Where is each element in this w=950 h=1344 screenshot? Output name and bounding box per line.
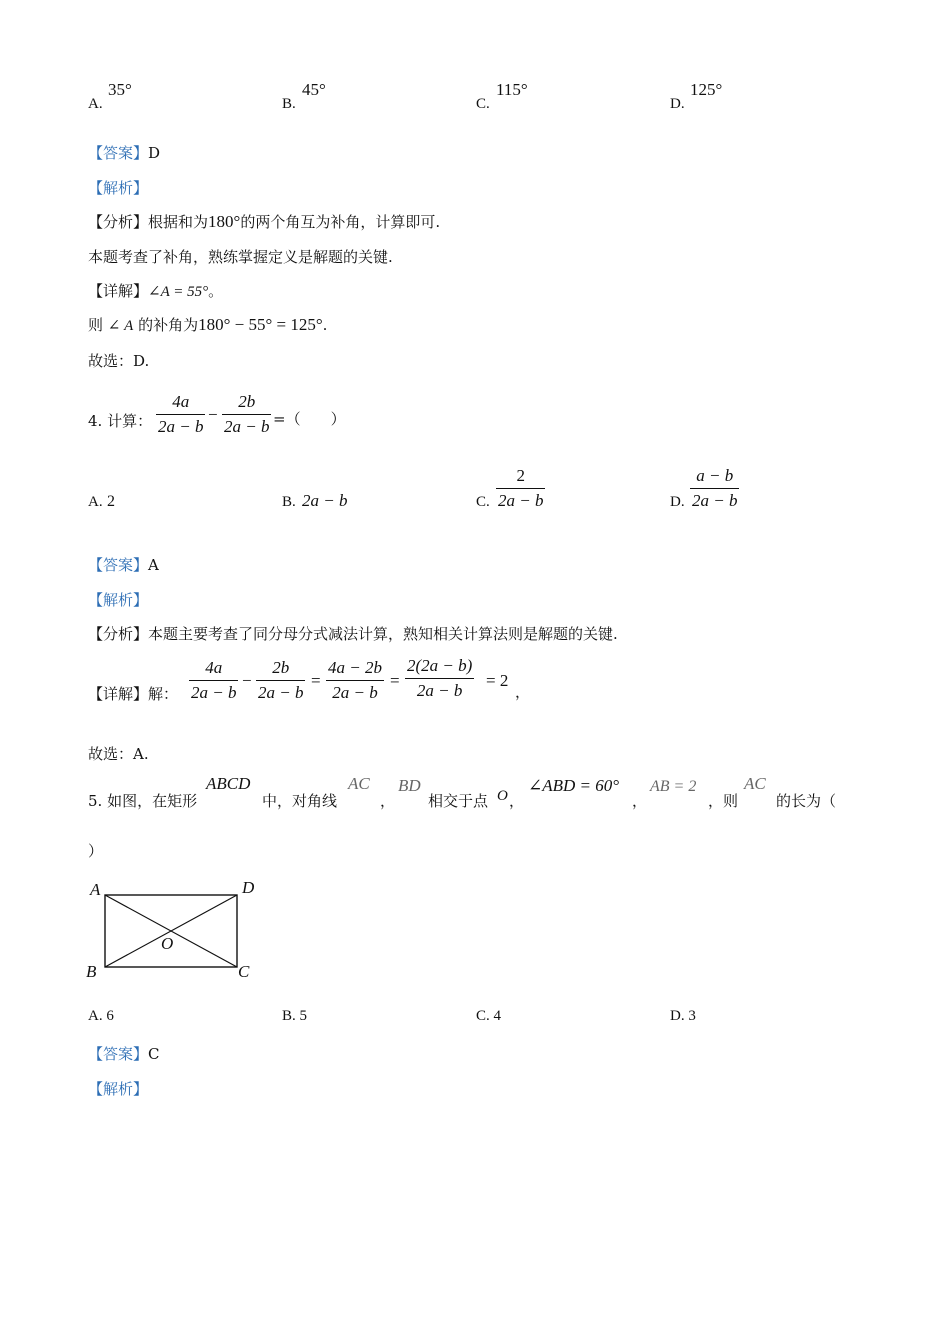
q5-sep-1: ， xyxy=(380,792,396,810)
q3-opt-c-value: 115° xyxy=(496,80,528,99)
detail-equals-3: = 2 xyxy=(486,671,509,690)
detail-fraction-3 xyxy=(326,658,384,703)
q4-fenxi xyxy=(88,623,618,644)
q4-opt-b-letter: B. xyxy=(282,494,296,510)
option-letter: C. xyxy=(476,1008,490,1024)
answer-value: D xyxy=(148,144,161,162)
q5-answer xyxy=(88,1043,160,1064)
denominator: 2a − b xyxy=(498,491,544,510)
option-value: 3 xyxy=(688,1008,696,1024)
q5-diag-bd: BD xyxy=(398,776,421,795)
fenxi-tag: 【分析】 xyxy=(88,625,149,643)
numerator: 2 xyxy=(516,466,525,485)
answer-tag: 【答案】 xyxy=(88,1045,149,1063)
q4-opt-b-value: 2a − b xyxy=(302,491,348,510)
numerator: 2b xyxy=(238,392,256,411)
option-value: 6 xyxy=(106,1008,114,1024)
q5-opt-b xyxy=(282,1008,307,1025)
numerator: 4a − 2b xyxy=(328,658,382,677)
q5-diag-ac: AC xyxy=(348,774,370,793)
q3-answer xyxy=(88,142,160,163)
q5-sep-2: ， xyxy=(509,792,525,810)
detail-end: 。 xyxy=(208,282,224,300)
detail-math: ∠A = 55° xyxy=(148,284,209,300)
q5-stem-1: 5. 如图，在矩形 xyxy=(88,792,198,810)
fraction-bar xyxy=(222,414,271,415)
option-value: 5 xyxy=(299,1008,308,1024)
q4-equals-paren: =（ ） xyxy=(273,410,346,428)
q5-rect-name: ABCD xyxy=(206,774,251,793)
figure-label-o: O xyxy=(161,934,174,953)
fenxi-text: 根据和为 xyxy=(148,213,209,231)
numerator: a − b xyxy=(696,466,734,485)
q5-stem-4: ，则 xyxy=(708,792,739,810)
fraction-bar xyxy=(156,414,205,415)
q4-opt-d-letter: D. xyxy=(670,494,685,510)
fraction-bar xyxy=(326,680,384,681)
q5-stem-5: 的长为（ xyxy=(776,792,837,810)
denominator: 2a − b xyxy=(158,417,204,436)
line-text-2: 的补角为 xyxy=(138,316,199,334)
q5-opt-c xyxy=(476,1008,501,1025)
q5-figure xyxy=(84,874,274,986)
q4-opt-a-value: 2 xyxy=(107,493,115,510)
option-value: 4 xyxy=(493,1008,502,1024)
q5-ab-condition: AB = 2 xyxy=(650,778,697,795)
q4-opt-a-letter: A. xyxy=(88,494,103,510)
q5-opt-a xyxy=(88,1008,114,1025)
option-letter: A. xyxy=(88,1008,103,1024)
q5-stem-close: ） xyxy=(88,842,104,860)
q3-line1 xyxy=(88,314,327,335)
numerator: 4a xyxy=(205,658,223,677)
option-letter: B. xyxy=(282,1008,296,1024)
q3-opt-b-letter: B. xyxy=(282,96,296,112)
q3-detail xyxy=(88,280,223,301)
denominator: 2a − b xyxy=(332,683,378,702)
detail-fraction-4 xyxy=(405,656,474,701)
q4-opt-d-fraction xyxy=(690,466,739,511)
denominator: 2a − b xyxy=(258,683,304,702)
q4-stem-prefix: 4. 计算： xyxy=(88,412,153,430)
fenxi-math: 180° xyxy=(208,212,241,231)
q3-analysis-tag: 【解析】 xyxy=(88,179,149,197)
line-end: . xyxy=(322,316,328,334)
q5-sep-3: ， xyxy=(632,792,648,810)
fraction-bar xyxy=(256,680,305,681)
answer-value: A xyxy=(148,556,159,574)
detail-equals-2: = xyxy=(390,671,400,690)
angle-a: ∠ A xyxy=(107,318,134,334)
q3-fenxi xyxy=(88,211,440,232)
denominator: 2a − b xyxy=(191,683,237,702)
q4-minus: − xyxy=(208,405,218,424)
detail-equals-1: = xyxy=(311,671,321,690)
fraction-bar xyxy=(496,488,545,489)
q4-answer xyxy=(88,554,159,575)
q3-opt-b-value: 45° xyxy=(302,80,326,99)
detail-comma: ， xyxy=(515,683,531,701)
q4-fraction-2 xyxy=(222,392,271,437)
figure-label-b: B xyxy=(86,962,97,981)
answer-tag: 【答案】 xyxy=(88,144,149,162)
fenxi-text-2: 的两个角互为补角，计算即可. xyxy=(240,213,441,231)
fraction-bar xyxy=(405,678,474,679)
fenxi-text: 本题主要考查了同分母分式减法计算，熟知相关计算法则是解题的关键. xyxy=(148,625,618,643)
q5-angle-condition: ∠ABD = 60° xyxy=(528,776,620,795)
figure-label-d: D xyxy=(242,878,255,897)
detail-tag: 【详解】 xyxy=(88,685,149,703)
q4-opt-c-letter: C. xyxy=(476,494,490,510)
q5-stem-3: 相交于点 xyxy=(428,792,489,810)
detail-tag: 【详解】 xyxy=(88,282,149,300)
q5-point-o: O xyxy=(497,788,508,804)
q4-opt-c-fraction xyxy=(496,466,545,511)
q4-fraction-1 xyxy=(156,392,205,437)
figure-label-c: C xyxy=(238,962,250,981)
answer-value: C xyxy=(148,1045,160,1063)
denominator: 2a − b xyxy=(692,491,738,510)
fraction-bar xyxy=(690,488,739,489)
q3-opt-a-letter: A. xyxy=(88,96,103,112)
detail-fraction-1 xyxy=(189,658,238,703)
fenxi-tag: 【分析】 xyxy=(88,213,149,231)
q5-opt-d xyxy=(670,1008,696,1025)
detail-fraction-2 xyxy=(256,658,305,703)
line-math: 180° − 55° = 125° xyxy=(198,315,323,334)
denominator: 2a − b xyxy=(224,417,270,436)
q5-ask-ac: AC xyxy=(744,774,766,793)
q5-analysis-tag: 【解析】 xyxy=(88,1080,149,1098)
fraction-bar xyxy=(189,680,238,681)
q3-choose: 故选：D. xyxy=(88,352,150,370)
figure-label-a: A xyxy=(90,880,101,899)
q3-summary: 本题考查了补角，熟练掌握定义是解题的关键. xyxy=(88,248,393,266)
q3-opt-d-letter: D. xyxy=(670,96,685,112)
option-letter: D. xyxy=(670,1008,685,1024)
detail-minus: − xyxy=(242,671,252,690)
q4-choose: 故选：A. xyxy=(88,745,149,763)
q4-analysis-tag: 【解析】 xyxy=(88,591,149,609)
denominator: 2a − b xyxy=(416,681,463,700)
numerator: 4a xyxy=(172,392,190,411)
detail-prefix: 解： xyxy=(148,685,179,703)
numerator: 2b xyxy=(272,658,290,677)
q3-opt-a-value: 35° xyxy=(108,80,132,99)
q3-opt-d-value: 125° xyxy=(690,80,723,99)
q3-opt-c-letter: C. xyxy=(476,96,490,112)
answer-tag: 【答案】 xyxy=(88,556,149,574)
line-text: 则 xyxy=(88,316,104,334)
numerator: 2(2a − b) xyxy=(407,656,473,675)
q5-stem-2: 中，对角线 xyxy=(262,792,338,810)
